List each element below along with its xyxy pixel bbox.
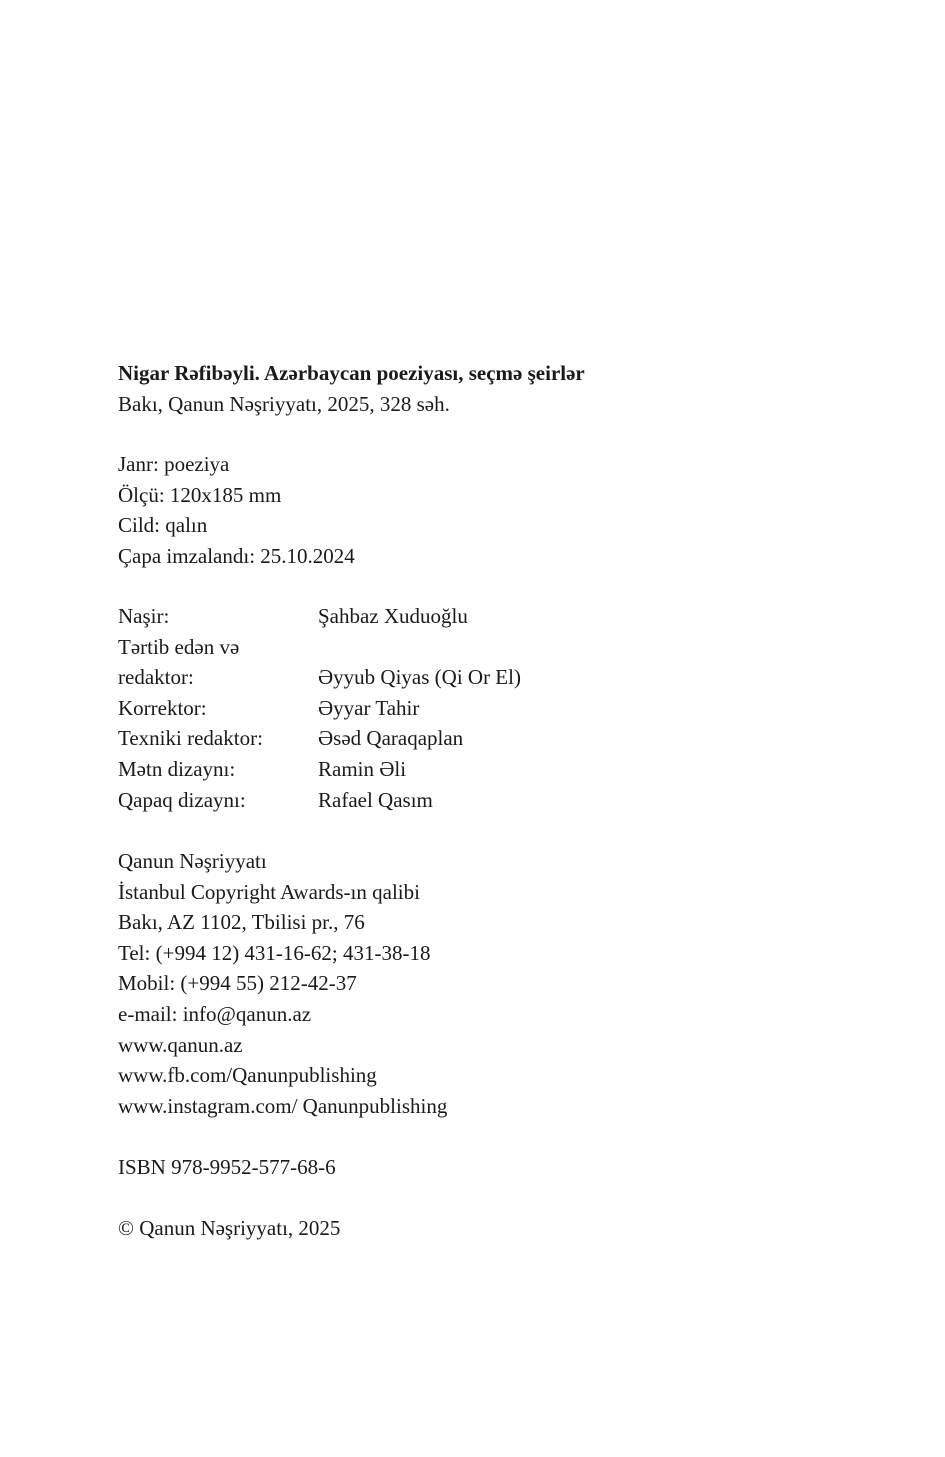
credit-label: Korrektor: xyxy=(118,695,207,720)
credits-block xyxy=(118,601,818,815)
publisher-email: e-mail: info@qanun.az xyxy=(118,1001,312,1026)
credit-row-technical-editor xyxy=(118,723,818,754)
credit-row-compiler xyxy=(118,632,818,663)
publisher-facebook: www.fb.com/Qanunpublishing xyxy=(118,1063,377,1088)
credit-label: redaktor: xyxy=(118,665,194,690)
isbn: ISBN 978-9952-577-68-6 xyxy=(118,1155,336,1179)
publisher-phone: Tel: (+994 12) 431-16-62; 431-38-18 xyxy=(118,940,431,965)
publisher-mobile: Mobil: (+994 55) 212-42-37 xyxy=(118,971,357,996)
credit-label: Qapaq dizaynı: xyxy=(118,787,246,812)
specs-block xyxy=(118,449,818,571)
publisher-address-block xyxy=(118,846,818,1121)
credit-label: Tərtib edən və xyxy=(118,634,240,659)
credit-row-publisher xyxy=(118,601,818,632)
spec-genre: Janr: poeziya xyxy=(118,452,230,476)
credit-row-proofreader xyxy=(118,693,818,724)
publisher-street: Bakı, AZ 1102, Tbilisi pr., 76 xyxy=(118,910,365,935)
copyright-block xyxy=(118,1213,818,1244)
title-block xyxy=(118,358,818,419)
credit-value: Əyyub Qiyas (Qi Or El) xyxy=(318,665,521,690)
credit-label: Texniki redaktor: xyxy=(118,726,263,751)
publisher-award: İstanbul Copyright Awards-ın qalibi xyxy=(118,879,420,904)
publisher-instagram: www.instagram.com/ Qanunpublishing xyxy=(118,1093,448,1118)
publisher-website: www.qanun.az xyxy=(118,1032,243,1057)
spec-binding: Cild: qalın xyxy=(118,513,208,538)
imprint-line: Bakı, Qanun Nəşriyyatı, 2025, 328 səh. xyxy=(118,391,450,416)
credit-row-editor xyxy=(118,662,818,693)
isbn-block xyxy=(118,1152,818,1183)
publisher-name: Qanun Nəşriyyatı xyxy=(118,849,267,873)
credit-value xyxy=(318,632,818,663)
credit-label: Naşir: xyxy=(118,604,170,628)
credit-value: Şahbaz Xuduoğlu xyxy=(318,604,468,628)
credit-value: Rafael Qasım xyxy=(318,787,433,812)
spec-print-date: Çapa imzalandı: 25.10.2024 xyxy=(118,543,355,568)
credit-value: Əsəd Qaraqaplan xyxy=(318,726,464,751)
copyright-notice: © Qanun Nəşriyyatı, 2025 xyxy=(118,1216,341,1240)
credit-label: Mətn dizaynı: xyxy=(118,756,236,781)
credit-row-cover-design xyxy=(118,785,818,816)
credit-value: Ramin Əli xyxy=(318,756,407,781)
book-title: Nigar Rəfibəyli. Azərbaycan poeziyası, seçmə şeirlər xyxy=(118,361,585,385)
spec-size: Ölçü: 120x185 mm xyxy=(118,482,282,507)
credit-value: Əyyar Tahir xyxy=(318,695,420,720)
credit-row-text-design xyxy=(118,754,818,785)
